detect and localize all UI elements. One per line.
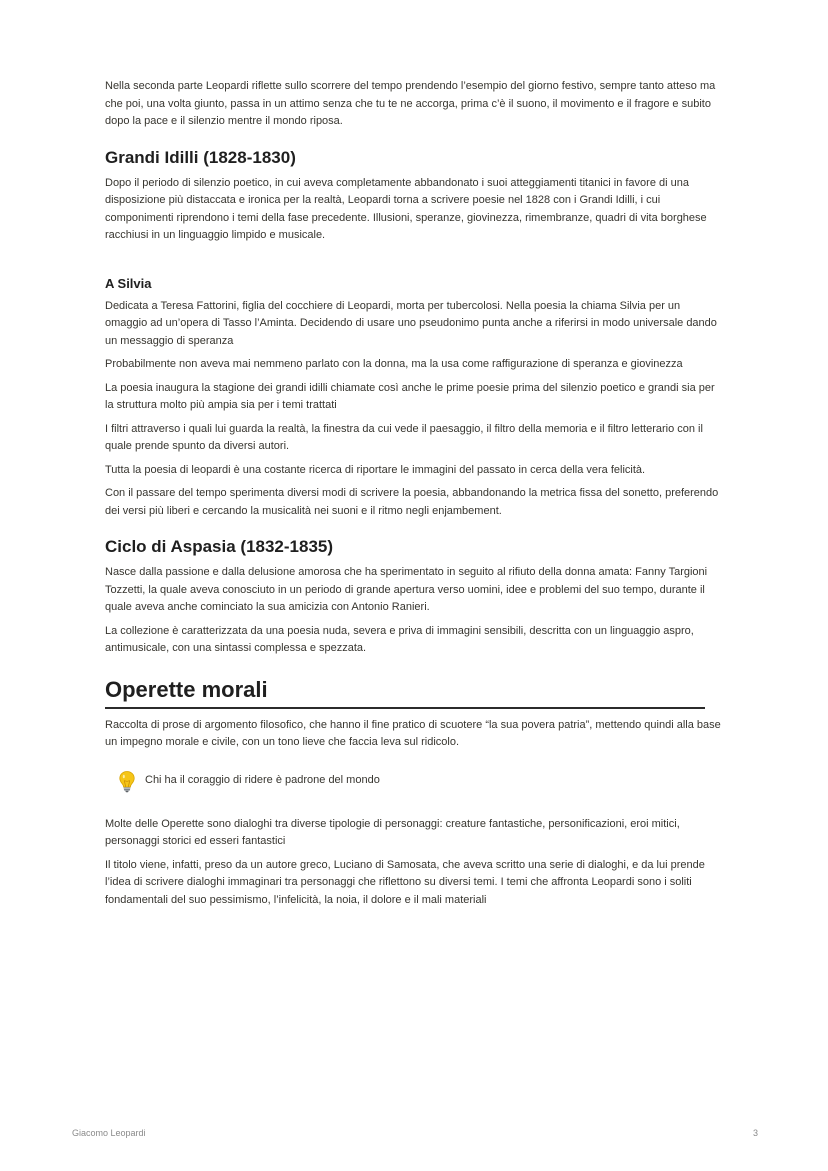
quote-callout [117,772,725,794]
paragraph-silvia-felicita: Tutta la poesia di leopardi è una costante ricerca di riportare le immagini del passato in cerca della vera felicità. [105,463,646,476]
paragraph-operette-intro: Raccolta di prose di argomento filosofico, che hanno il fine pratico di scuotere “la sua povera patria”, mettendo quindi alla base un impegno morale e civile, con un tono lieve che faccia leva sul ridicolo. [105,718,721,748]
heading-operette-morali: Operette morali [105,676,705,709]
page-content [105,78,725,915]
paragraph-silvia-dedica: Dedicata a Teresa Fattorini, figlia del cocchiere di Leopardi, morta per tubercolosi. Nella poesia la chiama Silvia per un omaggio ad un’opera di Tasso l’Aminta. Decidendo di usare uno pseudonimo punta anche a riferirsi in modo universale dando un messaggio di speranza [105,299,717,347]
paragraph-aspasia-stile: La collezione è caratterizzata da una poesia nuda, severa e priva di immagini sensibili, descritta con un linguaggio aspro, antimusicale, con una sintassi complessa e spezzata. [105,624,694,654]
paragraph-silvia-speranza: Probabilmente non aveva mai nemmeno parlato con la donna, ma la usa come raffigurazione di speranza e giovinezza [105,358,683,370]
footer-title: Giacomo Leopardi [72,1128,146,1138]
callout-quote-text: Chi ha il coraggio di ridere è padrone del mondo [145,773,380,786]
paragraph-silvia-stagione: La poesia inaugura la stagione dei grandi idilli chiamate così anche le prime poesie prima del silenzio poetico e grandi sia per la struttura molto più ampia sia per i temi trattati [105,381,715,411]
paragraph-aspasia-origine: Nasce dalla passione e dalla delusione amorosa che ha sperimentato in seguito al rifiuto della donna amata: Fanny Targioni Tozzetti, la quale aveva conosciuto in un periodo di grande apertura verso uomini, idee e problemi del suo tempo, durante il quale aveva anche cominciato la sua amicizia con Antonio Ranieri. [105,566,708,613]
paragraph-operette-dialoghi: Molte delle Operette sono dialoghi tra diverse tipologie di personaggi: creature fantastiche, personificazioni, eroi mitici, personaggi storici ed esseri fantastici [105,817,680,847]
heading-grandi-idilli: Grandi Idilli (1828-1830) [105,147,296,167]
footer-page-number: 3 [752,1128,758,1138]
paragraph-silvia-metrica: Con il passare del tempo sperimenta diversi modi di scrivere la poesia, abbandonando la metrica fissa del sonetto, preferendo dei versi più liberi e cercando la musicalità nei suoni e il ritmo negli enjambement. [105,487,719,517]
lightbulb-icon [117,770,137,794]
page-footer [72,1128,758,1138]
heading-a-silvia: A Silvia [105,275,152,291]
paragraph-operette-luciano: Il titolo viene, infatti, preso da un autore greco, Luciano di Samosata, che aveva scritto una serie di dialoghi, e da lui prende l’idea di scrivere dialoghi immaginari tra personaggi che riflettono su diversi temi. I temi che affronta Leopardi sono i soliti fondamentali del suo pessimismo, l’infelicità, la noia, il dolore e il mali materiali [105,858,705,906]
heading-ciclo-aspasia: Ciclo di Aspasia (1832-1835) [105,537,334,556]
paragraph-grandi-idilli: Dopo il periodo di silenzio poetico, in cui aveva completamente abbandonato i suoi atteggiamenti titanici in favore di una disposizione più distaccata e ironica per la realtà, Leopardi torna a scrivere poesie nel 1828 con i Grandi Idilli, i cui componimenti riprendono i temi della fase precedente. Illusioni, speranze, giovinezza, rimembranze, quadri di vita borghese racchiusi in un linguaggio limpido e musicale. [105,176,707,241]
paragraph-silvia-filtri: I filtri attraverso i quali lui guarda la realtà, la finestra da cui vede il paesaggio, il filtro della memoria e il filtro letterario con il quale prende spunto da diversi autori. [105,422,703,452]
paragraph-giorno-festivo: Nella seconda parte Leopardi riflette sullo scorrere del tempo prendendo l’esempio del giorno festivo, sempre tanto atteso ma che poi, una volta giunto, passa in un attimo senza che tu te ne accorga, prima c’è il suono, il movimento e il fragore e subito dopo la pace e il silenzio mentre il mondo riposa. [105,80,716,127]
